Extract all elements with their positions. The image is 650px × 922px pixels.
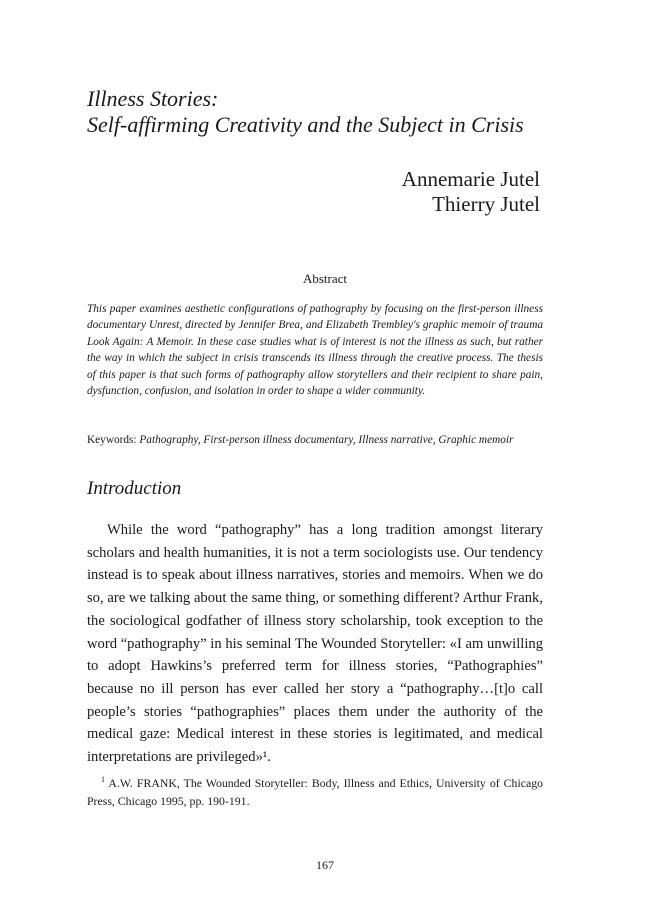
- abstract-heading: Abstract: [302, 271, 348, 286]
- keywords-values: Pathography, First-person illness documentary, Illness narrative, Graphic memoir: [139, 434, 514, 446]
- article-title: [87, 86, 567, 138]
- author-name: Thierry Jutel: [432, 192, 540, 216]
- title-line-1: Illness Stories:: [87, 86, 219, 111]
- footnote: [87, 771, 543, 810]
- keywords-label: Keywords:: [87, 434, 140, 446]
- footnote-marker: 1: [101, 775, 105, 784]
- keywords-line: [87, 432, 567, 448]
- author-name: Annemarie Jutel: [401, 167, 540, 191]
- abstract-text: This paper examines aesthetic configurations of pathography by focusing on the first-person illness documentary Unrest, directed by Jennifer Brea, and Elizabeth Trembley's graphic memoir of trauma Look Again: A Memoir. In these case studies what is of interest is not the illness as such, but rather the way in which the subject in crisis transcends its illness through the creative process. The thesis of this paper is that such forms of pathography allow storytellers and their recipient to share pain, dysfunction, confusion, and isolation in order to shape a wider community.: [87, 303, 543, 398]
- section-heading: Introduction: [87, 478, 182, 499]
- title-line-2: Self-affirming Creativity and the Subject in Crisis: [87, 112, 524, 137]
- footnote-text: A.W. FRANK, The Wounded Storyteller: Body, Illness and Ethics, University of Chicago Press, Chicago 1995, pp. 190-191.: [87, 775, 543, 808]
- author-list: [402, 167, 540, 217]
- page-number: 167: [316, 858, 334, 872]
- body-paragraph: While the word “pathography” has a long tradition amongst literary scholars and health humanities, it is not a term sociologists use. Our tendency instead is to speak about illness narratives, stories and memoirs. When we do so, are we talking about the same thing, or something different? Arthur Frank, the sociological godfather of illness story scholarship, took exception to the word “pathography” in his seminal The Wounded Storyteller: «I am unwilling to adopt Hawkins’s preferred term for illness stories, “Pathographies” because no ill person has ever called her story a “pathography…[t]o call people’s stories “pathographies” places them under the authority of the medical gaze: Medical interest in these stories is legitimated, and medical interpretations are privileged»¹.: [87, 522, 543, 766]
